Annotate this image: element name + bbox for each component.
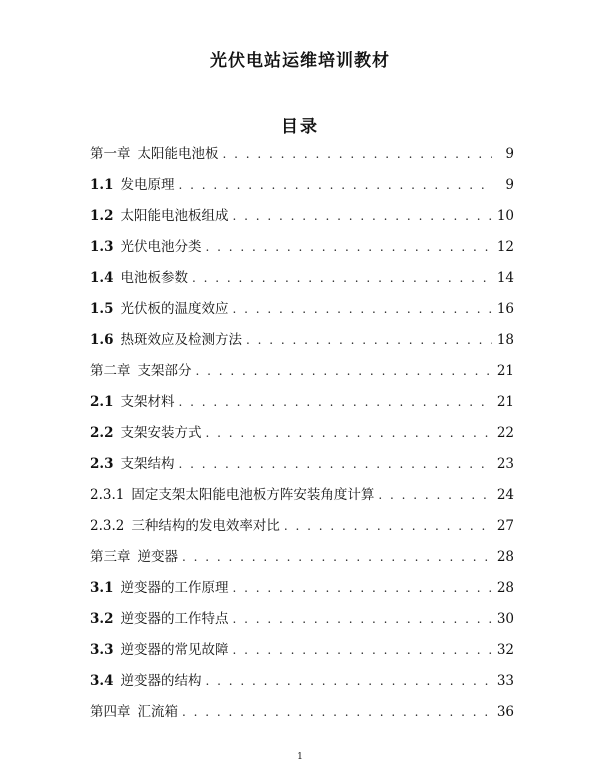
toc-entry[interactable]	[90, 360, 514, 391]
toc-entry-number: 1.3	[90, 239, 114, 255]
toc-entry-page: 36	[496, 704, 514, 720]
toc-entry-text: 支架安装方式	[120, 425, 202, 441]
toc-entry[interactable]	[90, 515, 514, 546]
toc-entry-label	[90, 360, 192, 382]
toc-entry-label	[90, 205, 229, 227]
toc-entry-page: 23	[496, 456, 514, 472]
toc-entry-page: 9	[505, 177, 514, 193]
toc-entry-label	[90, 236, 202, 258]
toc-entry-text: 逆变器的结构	[120, 673, 202, 689]
dot-leader	[223, 143, 493, 165]
toc-entry[interactable]	[90, 484, 514, 515]
toc-entry-text: 支架结构	[120, 456, 175, 472]
toc-entry-number: 3.2	[90, 611, 114, 627]
toc-entry-page: 27	[496, 518, 514, 534]
dot-leader	[179, 174, 493, 196]
toc-entry-label	[90, 329, 242, 351]
toc-entry-label	[90, 608, 229, 630]
toc-entry[interactable]	[90, 577, 514, 608]
toc-entry-number: 1.2	[90, 208, 114, 224]
toc-entry-label	[90, 577, 229, 599]
toc-entry-number: 3.4	[90, 673, 114, 689]
dot-leader	[206, 236, 493, 258]
toc-entry-label	[90, 143, 219, 165]
toc-entry-number: 第一章	[90, 146, 131, 162]
toc-entry[interactable]	[90, 422, 514, 453]
toc-entry-number: 1.4	[90, 270, 114, 286]
toc-entry-label	[90, 639, 229, 661]
toc-entry-label	[90, 670, 202, 692]
toc-entry-text: 热斑效应及检测方法	[120, 332, 242, 348]
toc-entry-text: 三种结构的发电效率对比	[131, 518, 280, 534]
toc-entry-page: 9	[505, 146, 514, 162]
toc-entry-label	[90, 546, 178, 568]
toc-entry-number: 2.3.2	[90, 518, 125, 534]
toc-entry[interactable]	[90, 143, 514, 174]
toc-entry-text: 支架部分	[137, 363, 192, 379]
toc-entry[interactable]	[90, 701, 514, 732]
toc-entry-page: 32	[496, 642, 514, 658]
toc-entry-label	[90, 701, 178, 723]
toc-entry[interactable]	[90, 608, 514, 639]
toc-entry-text: 光伏板的温度效应	[120, 301, 229, 317]
toc-entry-text: 汇流箱	[137, 704, 178, 720]
toc-entry[interactable]	[90, 267, 514, 298]
toc-entry-number: 2.3	[90, 456, 114, 472]
toc-entry-label	[90, 391, 175, 413]
toc-entry-page: 21	[496, 363, 514, 379]
toc-entry-page: 21	[496, 394, 514, 410]
toc-entry-number: 2.3.1	[90, 487, 125, 503]
toc-entry[interactable]	[90, 453, 514, 484]
toc-entry-number: 第四章	[90, 704, 131, 720]
toc-entry-label	[90, 174, 175, 196]
document-title: 光伏电站运维培训教材	[210, 51, 390, 71]
dot-leader	[378, 484, 492, 506]
toc-entry[interactable]	[90, 236, 514, 267]
toc-entry[interactable]	[90, 298, 514, 329]
toc-entry-text: 逆变器的工作原理	[120, 580, 229, 596]
dot-leader	[233, 577, 493, 599]
dot-leader	[284, 515, 492, 537]
toc-entry-number: 3.1	[90, 580, 114, 596]
dot-leader	[179, 453, 493, 475]
toc-entry-number: 第三章	[90, 549, 131, 565]
dot-leader	[233, 298, 493, 320]
toc-entry-number: 2.1	[90, 394, 114, 410]
dot-leader	[182, 546, 492, 568]
toc-entry-number: 3.3	[90, 642, 114, 658]
toc-entry-label	[90, 453, 175, 475]
toc-entry-page: 22	[496, 425, 514, 441]
toc-entry-page: 14	[496, 270, 514, 286]
toc-entry-label	[90, 267, 188, 289]
toc-entry-label	[90, 515, 280, 537]
dot-leader	[206, 422, 493, 444]
toc-entry-label	[90, 298, 229, 320]
toc-entry-page: 28	[496, 580, 514, 596]
toc-heading: 目录	[281, 117, 319, 137]
toc-entry-text: 逆变器的常见故障	[120, 642, 229, 658]
dot-leader	[233, 205, 493, 227]
toc-entry-page: 24	[496, 487, 514, 503]
toc-entry-number: 2.2	[90, 425, 114, 441]
toc-entry-page: 12	[496, 239, 514, 255]
toc-entry-text: 固定支架太阳能电池板方阵安装角度计算	[131, 487, 375, 503]
toc-entry-page: 16	[496, 301, 514, 317]
dot-leader	[233, 608, 493, 630]
toc-entry-number: 第二章	[90, 363, 131, 379]
toc-entry-text: 逆变器	[137, 549, 178, 565]
toc-entry[interactable]	[90, 546, 514, 577]
toc-entry-number: 1.1	[90, 177, 114, 193]
toc-entry-text: 光伏电池分类	[120, 239, 202, 255]
dot-leader	[192, 267, 492, 289]
dot-leader	[246, 329, 492, 351]
toc-entry-text: 发电原理	[120, 177, 175, 193]
toc-entry-text: 电池板参数	[120, 270, 188, 286]
toc-entry-label	[90, 422, 202, 444]
table-of-contents	[90, 143, 514, 732]
dot-leader	[196, 360, 493, 382]
toc-entry[interactable]	[90, 205, 514, 236]
toc-entry-page: 28	[496, 549, 514, 565]
page-number: 1	[297, 752, 303, 762]
toc-entry[interactable]	[90, 174, 514, 205]
toc-entry-label	[90, 484, 374, 506]
toc-entry-page: 18	[496, 332, 514, 348]
toc-entry-page: 33	[496, 673, 514, 689]
toc-entry-text: 太阳能电池板	[137, 146, 219, 162]
toc-entry[interactable]	[90, 329, 514, 360]
toc-entry-number: 1.6	[90, 332, 114, 348]
toc-entry-text: 逆变器的工作特点	[120, 611, 229, 627]
toc-entry-page: 10	[496, 208, 514, 224]
dot-leader	[233, 639, 493, 661]
toc-entry[interactable]	[90, 639, 514, 670]
dot-leader	[206, 670, 493, 692]
dot-leader	[182, 701, 492, 723]
dot-leader	[179, 391, 493, 413]
toc-entry-number: 1.5	[90, 301, 114, 317]
toc-entry[interactable]	[90, 391, 514, 422]
toc-entry-page: 30	[496, 611, 514, 627]
toc-entry[interactable]	[90, 670, 514, 701]
toc-entry-text: 支架材料	[120, 394, 175, 410]
toc-entry-text: 太阳能电池板组成	[120, 208, 229, 224]
